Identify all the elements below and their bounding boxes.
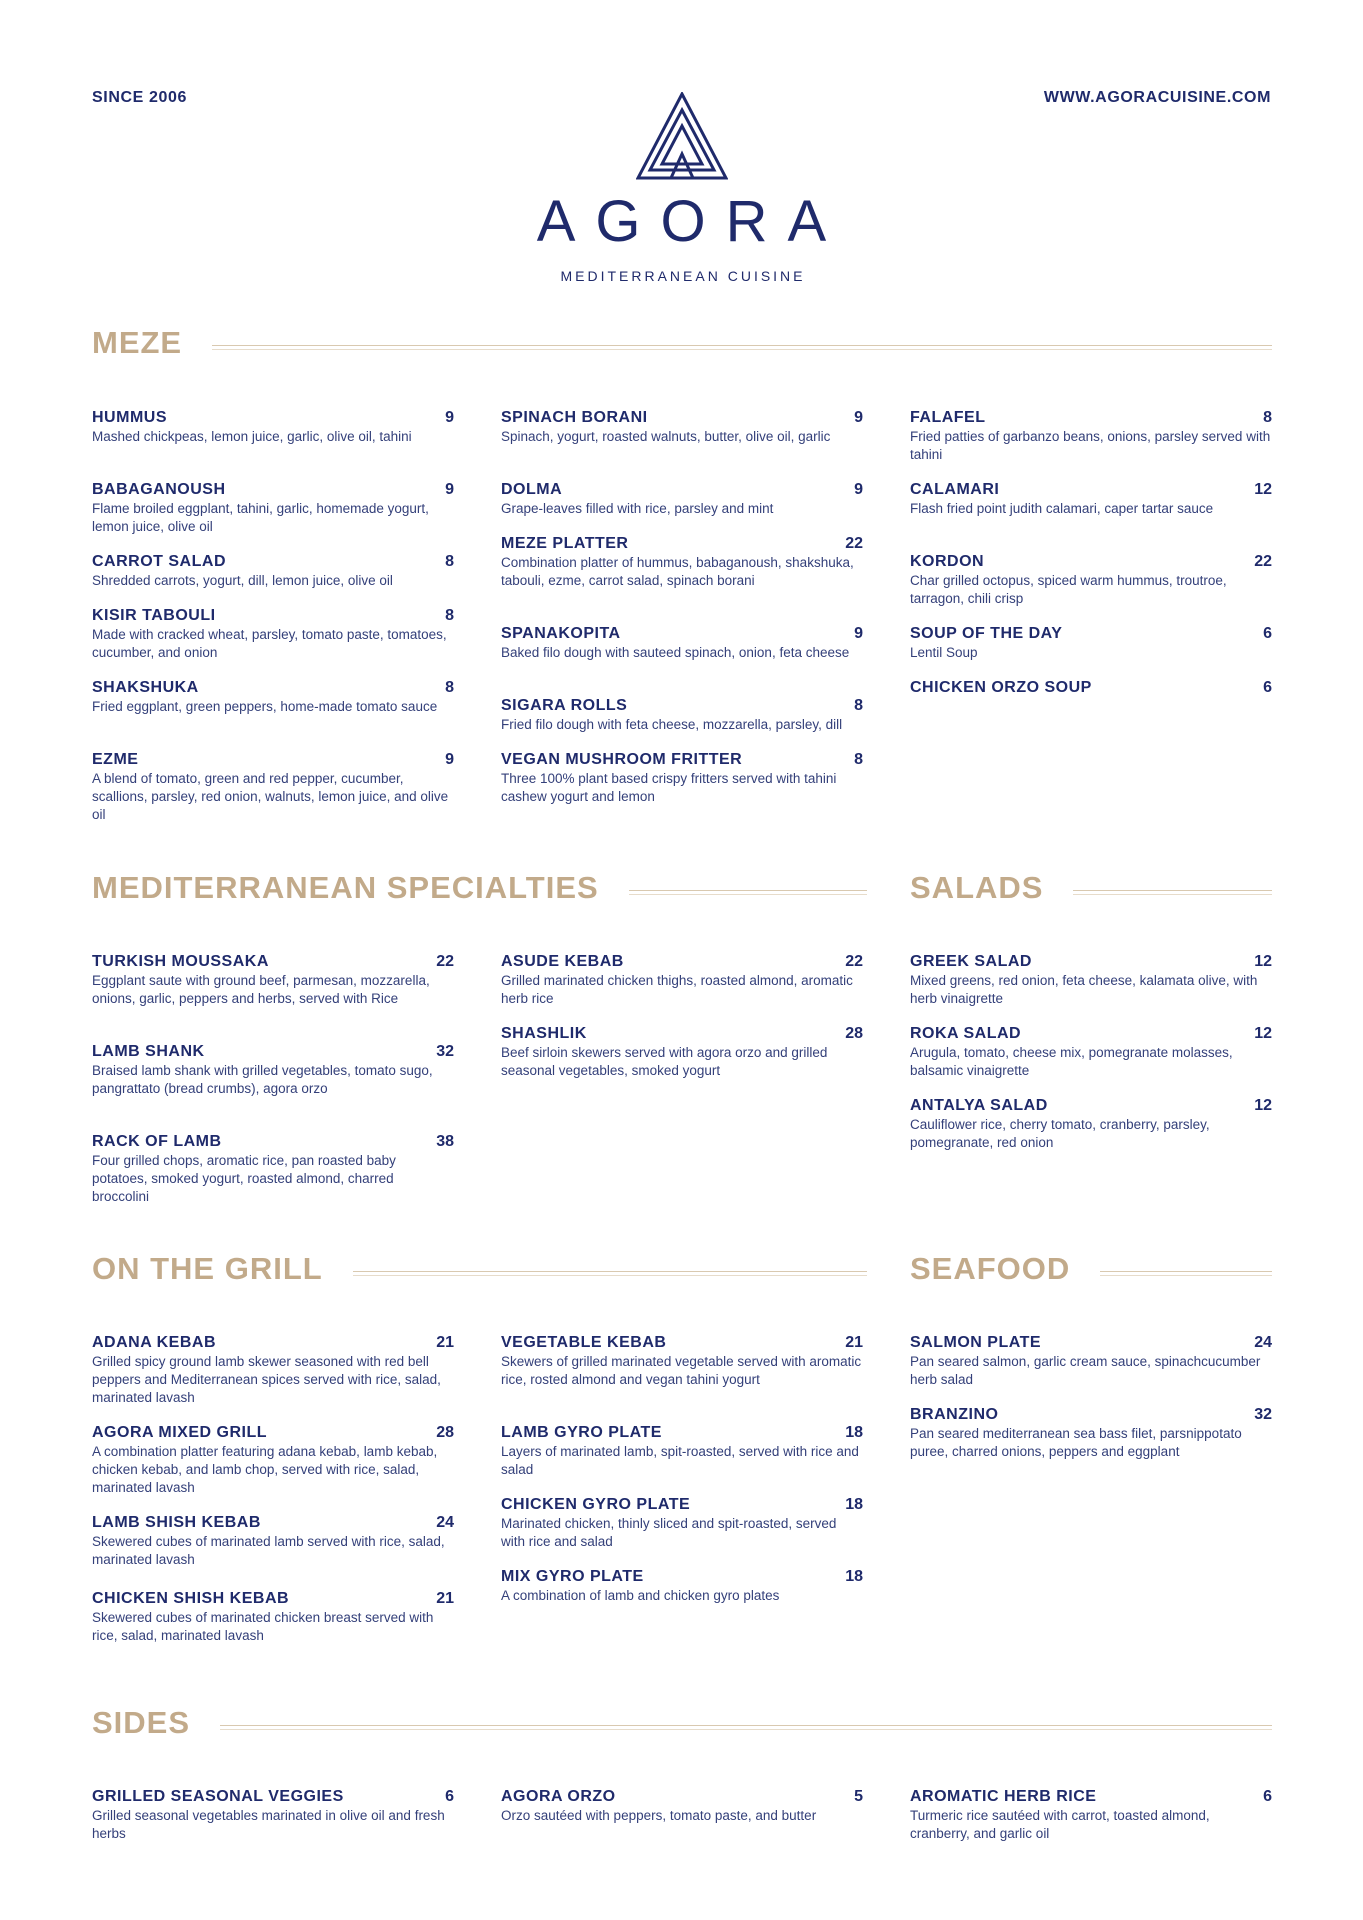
- item-price: 12: [1254, 1097, 1272, 1114]
- menu-item: [501, 1568, 863, 1605]
- item-price: 8: [445, 679, 454, 696]
- item-description: Pan seared mediterranean sea bass filet, parsnippotato puree, charred onions, peppers and eggplant: [910, 1426, 1242, 1459]
- item-price: 9: [854, 409, 863, 426]
- section-rule: [220, 1725, 1272, 1730]
- item-name: AGORA ORZO: [501, 1788, 616, 1805]
- item-description: Arugula, tomato, cheese mix, pomegranate molasses, balsamic vinaigrette: [910, 1045, 1233, 1078]
- item-price: 24: [436, 1514, 454, 1531]
- item-name: LAMB GYRO PLATE: [501, 1424, 662, 1441]
- menu-item: [910, 953, 1272, 1008]
- item-description: Turmeric rice sautéed with carrot, toasted almond, cranberry, and garlic oil: [910, 1808, 1210, 1841]
- item-description: Grilled spicy ground lamb skewer seasoned with red bell peppers and Mediterranean spices served with rice, salad, marinated lavash: [92, 1354, 441, 1405]
- menu-item: [92, 1334, 454, 1407]
- item-price: 12: [1254, 953, 1272, 970]
- item-price: 21: [436, 1590, 454, 1607]
- item-name: SHAKSHUKA: [92, 679, 199, 696]
- item-price: 8: [445, 607, 454, 624]
- item-description: Marinated chicken, thinly sliced and spit-roasted, served with rice and salad: [501, 1516, 837, 1549]
- item-price: 8: [445, 553, 454, 570]
- item-name: ASUDE KEBAB: [501, 953, 624, 970]
- menu-item: [92, 481, 454, 536]
- item-price: 32: [1254, 1406, 1272, 1423]
- item-name: SHASHLIK: [501, 1025, 587, 1042]
- item-description: Baked filo dough with sauteed spinach, onion, feta cheese: [501, 645, 850, 660]
- menu-item: [910, 1334, 1272, 1389]
- item-description: Beef sirloin skewers served with agora orzo and grilled seasonal vegetables, smoked yogurt: [501, 1045, 828, 1078]
- item-description: Char grilled octopus, spiced warm hummus, troutroe, tarragon, chili crisp: [910, 573, 1227, 606]
- item-price: 22: [436, 953, 454, 970]
- menu-item: [501, 1496, 863, 1551]
- section-title-meze: MEZE: [92, 325, 183, 360]
- menu-item: [910, 553, 1272, 608]
- item-name: CALAMARI: [910, 481, 1000, 498]
- item-description: A blend of tomato, green and red pepper, cucumber, scallions, parsley, red onion, walnuts, lemon juice, and olive oil: [92, 771, 449, 822]
- item-description: Layers of marinated lamb, spit-roasted, served with rice and salad: [501, 1444, 859, 1477]
- item-description: Four grilled chops, aromatic rice, pan roasted baby potatoes, smoked yogurt, roasted almond, charred broccolini: [92, 1153, 396, 1204]
- item-price: 18: [845, 1424, 863, 1441]
- item-name: SPANAKOPITA: [501, 625, 621, 642]
- menu-item: [910, 1788, 1272, 1843]
- item-price: 8: [854, 751, 863, 768]
- menu-item: [501, 1424, 863, 1479]
- section-title-sides: SIDES: [92, 1705, 191, 1740]
- item-price: 9: [854, 481, 863, 498]
- item-description: A combination of lamb and chicken gyro plates: [501, 1588, 780, 1603]
- item-price: 28: [845, 1025, 863, 1042]
- section-rule: [1100, 1271, 1272, 1276]
- menu-item: [501, 481, 863, 518]
- item-description: Pan seared salmon, garlic cream sauce, spinachcucumber herb salad: [910, 1354, 1261, 1387]
- item-description: Skewered cubes of marinated lamb served with rice, salad, marinated lavash: [92, 1534, 445, 1567]
- item-description: Flash fried point judith calamari, caper tartar sauce: [910, 501, 1214, 516]
- item-price: 24: [1254, 1334, 1272, 1351]
- item-description: Fried patties of garbanzo beans, onions, parsley served with tahini: [910, 429, 1271, 462]
- item-price: 9: [445, 409, 454, 426]
- item-name: MEZE PLATTER: [501, 535, 629, 552]
- item-name: VEGETABLE KEBAB: [501, 1334, 667, 1351]
- menu-item: [92, 1788, 454, 1843]
- item-name: DOLMA: [501, 481, 563, 498]
- menu-item: [910, 481, 1272, 518]
- menu-item: [501, 953, 863, 1008]
- item-price: 22: [845, 535, 863, 552]
- section-rule: [353, 1271, 867, 1276]
- section-specialties: [92, 870, 867, 906]
- item-price: 6: [445, 1788, 454, 1805]
- item-name: AGORA MIXED GRILL: [92, 1424, 268, 1441]
- item-name: SALMON PLATE: [910, 1334, 1042, 1351]
- item-description: Shredded carrots, yogurt, dill, lemon juice, olive oil: [92, 573, 393, 588]
- item-name: SOUP OF THE DAY: [910, 625, 1063, 642]
- item-name: EZME: [92, 751, 139, 768]
- item-price: 9: [445, 481, 454, 498]
- item-name: KISIR TABOULI: [92, 607, 216, 624]
- item-price: 12: [1254, 481, 1272, 498]
- menu-item: [501, 751, 863, 806]
- item-price: 21: [845, 1334, 863, 1351]
- section-title-grill: ON THE GRILL: [92, 1251, 323, 1286]
- item-price: 8: [854, 697, 863, 714]
- menu-item: [501, 1025, 863, 1080]
- menu-item: [92, 1424, 454, 1497]
- item-name: AROMATIC HERB RICE: [910, 1788, 1097, 1805]
- item-price: 32: [436, 1043, 454, 1060]
- logo: [0, 92, 1363, 284]
- brand-tagline: MEDITERRANEAN CUISINE: [560, 268, 806, 284]
- menu-item: [92, 1043, 454, 1098]
- section-title-specialties: MEDITERRANEAN SPECIALTIES: [92, 870, 599, 905]
- menu-item: [92, 553, 454, 590]
- item-price: 38: [436, 1133, 454, 1150]
- item-description: Fried eggplant, green peppers, home-made tomato sauce: [92, 699, 438, 714]
- item-name: FALAFEL: [910, 409, 986, 426]
- menu-item: [910, 409, 1272, 464]
- item-name: TURKISH MOUSSAKA: [92, 953, 269, 970]
- item-description: Combination platter of hummus, babaganoush, shakshuka, tabouli, ezme, carrot salad, spinach borani: [501, 555, 854, 588]
- item-price: 9: [854, 625, 863, 642]
- section-sides: [92, 1705, 1272, 1741]
- item-price: 5: [854, 1788, 863, 1805]
- item-name: ANTALYA SALAD: [910, 1097, 1048, 1114]
- menu-item: [910, 1097, 1272, 1152]
- section-meze: [92, 325, 1272, 361]
- item-price: 12: [1254, 1025, 1272, 1042]
- item-price: 28: [436, 1424, 454, 1441]
- menu-item: [92, 953, 454, 1008]
- item-description: Made with cracked wheat, parsley, tomato paste, tomatoes, cucumber, and onion: [92, 627, 447, 660]
- item-description: Orzo sautéed with peppers, tomato paste, and butter: [501, 1808, 817, 1823]
- section-title-salads: SALADS: [910, 870, 1044, 905]
- menu-item: [92, 751, 454, 824]
- item-price: 18: [845, 1496, 863, 1513]
- item-name: GRILLED SEASONAL VEGGIES: [92, 1788, 344, 1805]
- menu-item: [501, 625, 863, 662]
- item-price: 22: [845, 953, 863, 970]
- item-name: GREEK SALAD: [910, 953, 1032, 970]
- section-seafood: [910, 1251, 1272, 1287]
- menu-item: [910, 625, 1272, 662]
- menu-item: [92, 1514, 454, 1569]
- item-name: VEGAN MUSHROOM FRITTER: [501, 751, 743, 768]
- item-name: MIX GYRO PLATE: [501, 1568, 644, 1585]
- section-rule: [1073, 890, 1272, 895]
- menu-item: [910, 679, 1272, 698]
- item-name: ROKA SALAD: [910, 1025, 1022, 1042]
- item-price: 21: [436, 1334, 454, 1351]
- section-grill: [92, 1251, 867, 1287]
- item-name: SPINACH BORANI: [501, 409, 648, 426]
- item-name: LAMB SHANK: [92, 1043, 205, 1060]
- menu-item: [910, 1406, 1272, 1461]
- item-name: BABAGANOUSH: [92, 481, 226, 498]
- item-description: Eggplant saute with ground beef, parmesan, mozzarella, onions, garlic, peppers and herbs, served with Rice: [92, 973, 430, 1006]
- menu-item: [92, 1590, 454, 1645]
- item-description: Three 100% plant based crispy fritters served with tahini cashew yogurt and lemon: [501, 771, 837, 804]
- item-name: CHICKEN ORZO SOUP: [910, 679, 1092, 696]
- item-description: Grilled marinated chicken thighs, roasted almond, aromatic herb rice: [501, 973, 853, 1006]
- item-name: SIGARA ROLLS: [501, 697, 628, 714]
- item-name: ADANA KEBAB: [92, 1334, 217, 1351]
- item-name: LAMB SHISH KEBAB: [92, 1514, 261, 1531]
- item-name: KORDON: [910, 553, 985, 570]
- item-description: Fried filo dough with feta cheese, mozzarella, parsley, dill: [501, 717, 843, 732]
- section-rule: [212, 345, 1272, 350]
- item-description: Mashed chickpeas, lemon juice, garlic, olive oil, tahini: [92, 429, 412, 444]
- menu-item: [92, 679, 454, 716]
- menu-item: [501, 409, 863, 446]
- item-description: Lentil Soup: [910, 645, 978, 660]
- item-description: Grilled seasonal vegetables marinated in olive oil and fresh herbs: [92, 1808, 445, 1841]
- website-link[interactable]: WWW.AGORACUISINE.COM: [1043, 89, 1271, 106]
- item-description: Mixed greens, red onion, feta cheese, kalamata olive, with herb vinaigrette: [910, 973, 1258, 1006]
- menu-item: [92, 409, 454, 446]
- section-rule: [629, 890, 867, 895]
- item-price: 22: [1254, 553, 1272, 570]
- item-price: 6: [1263, 625, 1272, 642]
- item-price: 18: [845, 1568, 863, 1585]
- menu-item: [92, 607, 454, 662]
- item-description: A combination platter featuring adana kebab, lamb kebab, chicken kebab, and lamb chop, served with rice, salad, marinated lavash: [92, 1444, 438, 1495]
- agora-a-mark-icon: [636, 92, 728, 180]
- item-name: BRANZINO: [910, 1406, 999, 1423]
- item-description: Cauliflower rice, cherry tomato, cranberry, parsley, pomegranate, red onion: [910, 1117, 1210, 1150]
- item-name: CHICKEN SHISH KEBAB: [92, 1590, 290, 1607]
- item-description: Spinach, yogurt, roasted walnuts, butter, olive oil, garlic: [501, 429, 831, 444]
- item-description: Braised lamb shank with grilled vegetables, tomato sugo, pangrattato (bread crumbs), agora orzo: [92, 1063, 433, 1096]
- section-salads: [910, 870, 1272, 906]
- item-price: 9: [445, 751, 454, 768]
- section-title-seafood: SEAFOOD: [910, 1251, 1071, 1286]
- item-description: Grape-leaves filled with rice, parsley and mint: [501, 501, 774, 516]
- item-name: CHICKEN GYRO PLATE: [501, 1496, 691, 1513]
- item-description: Skewers of grilled marinated vegetable served with aromatic rice, rosted almond and vegan tahini yogurt: [501, 1354, 862, 1387]
- menu-item: [501, 535, 863, 590]
- item-description: Flame broiled eggplant, tahini, garlic, homemade yogurt, lemon juice, olive oil: [92, 501, 429, 534]
- since-label: SINCE 2006: [92, 89, 187, 106]
- menu-item: [910, 1025, 1272, 1080]
- menu-item: [501, 1788, 863, 1825]
- item-price: 6: [1263, 679, 1272, 696]
- item-name: CARROT SALAD: [92, 553, 226, 570]
- item-price: 6: [1263, 1788, 1272, 1805]
- menu-item: [92, 1133, 454, 1206]
- item-name: HUMMUS: [92, 409, 167, 426]
- brand-name: AGORA: [536, 189, 847, 254]
- item-price: 8: [1263, 409, 1272, 426]
- item-name: RACK OF LAMB: [92, 1133, 222, 1150]
- menu-item: [501, 1334, 863, 1389]
- menu-item: [501, 697, 863, 734]
- item-description: Skewered cubes of marinated chicken breast served with rice, salad, marinated lavash: [92, 1610, 434, 1643]
